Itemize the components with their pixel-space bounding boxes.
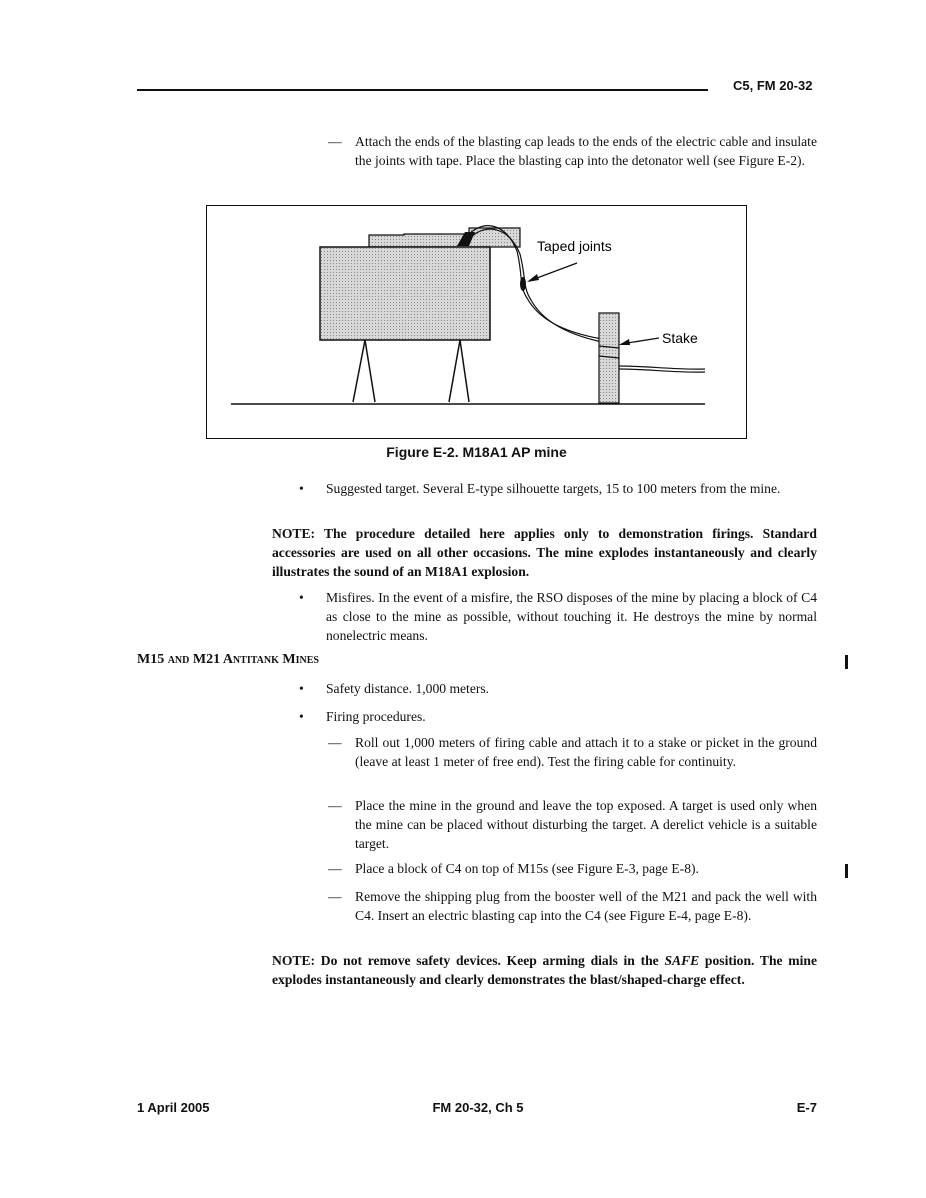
dash-item: Place a block of C4 on top of M15s (see Figure E-3, page E-8). <box>355 861 699 876</box>
note-safety-devices <box>272 952 817 990</box>
bullet-safety-distance: Safety distance. 1,000 meters. <box>326 681 490 696</box>
footer-page-number: E-7 <box>796 1100 817 1115</box>
change-bar <box>845 864 848 878</box>
dash-glyph: — <box>328 798 342 813</box>
m18a1-mine-illustration <box>207 206 746 438</box>
dash-item: Roll out 1,000 meters of firing cable and attach it to a stake or picket in the ground (leave at least 1 meter of free end). Test the firing cable for continuity. <box>355 735 817 769</box>
bullet-firing-procedures: Firing procedures. <box>326 709 426 724</box>
note-demonstration: NOTE: The procedure detailed here applies only to demonstration firings. Standard accessories are used on all other occasions. The mine explodes instantaneously and clearly illustrates the sound of an M18A1 explosion. <box>272 526 817 579</box>
dash-item: Remove the shipping plug from the booster well of the M21 and pack the well with C4. Insert an electric blasting cap into the C4 (see Figure E-4, page E-8). <box>355 889 817 923</box>
footer-date: 1 April 2005 <box>137 1100 210 1115</box>
bullet-glyph: • <box>299 709 304 724</box>
note-text: NOTE: Do not remove safety devices. Keep arming dials in the <box>272 953 665 968</box>
change-bar <box>845 655 848 669</box>
dash-glyph: — <box>328 735 342 750</box>
label-taped-joints: Taped joints <box>537 238 612 254</box>
section-heading: M15 and M21 Antitank Mines <box>137 652 319 667</box>
header-rule <box>137 89 708 91</box>
bullet-glyph: • <box>299 590 304 605</box>
header-doc-id: C5, FM 20-32 <box>733 78 813 93</box>
note-emphasis: SAFE <box>664 953 700 968</box>
bullet-glyph: • <box>299 481 304 496</box>
dash-glyph: — <box>328 861 342 876</box>
bullet-misfires: Misfires. In the event of a misfire, the RSO disposes of the mine by placing a block of C4 as close to the mine as possible, without touching it. He destroys the mine by normal nonelectric means. <box>326 590 817 643</box>
figure-e2 <box>206 205 747 439</box>
dash-glyph: — <box>328 134 342 149</box>
label-stake: Stake <box>662 330 698 346</box>
figure-caption: Figure E-2. M18A1 AP mine <box>386 444 567 460</box>
intro-dash-text: Attach the ends of the blasting cap leads to the ends of the electric cable and insulate the joints with tape. Place the blasting cap into the detonator well (see Figure E-2). <box>355 134 817 168</box>
dash-glyph: — <box>328 889 342 904</box>
bullet-glyph: • <box>299 681 304 696</box>
note-text: position. The mine explodes instantaneously and clearly demonstrates the blast/shaped-charge effect. <box>272 953 817 987</box>
footer-doc: FM 20-32, Ch 5 <box>432 1100 524 1115</box>
dash-item: Place the mine in the ground and leave the top exposed. A target is used only when the mine can be placed without disturbing the target. A derelict vehicle is a suitable target. <box>355 798 817 851</box>
bullet-suggested-target: Suggested target. Several E-type silhouette targets, 15 to 100 meters from the mine. <box>326 481 781 496</box>
